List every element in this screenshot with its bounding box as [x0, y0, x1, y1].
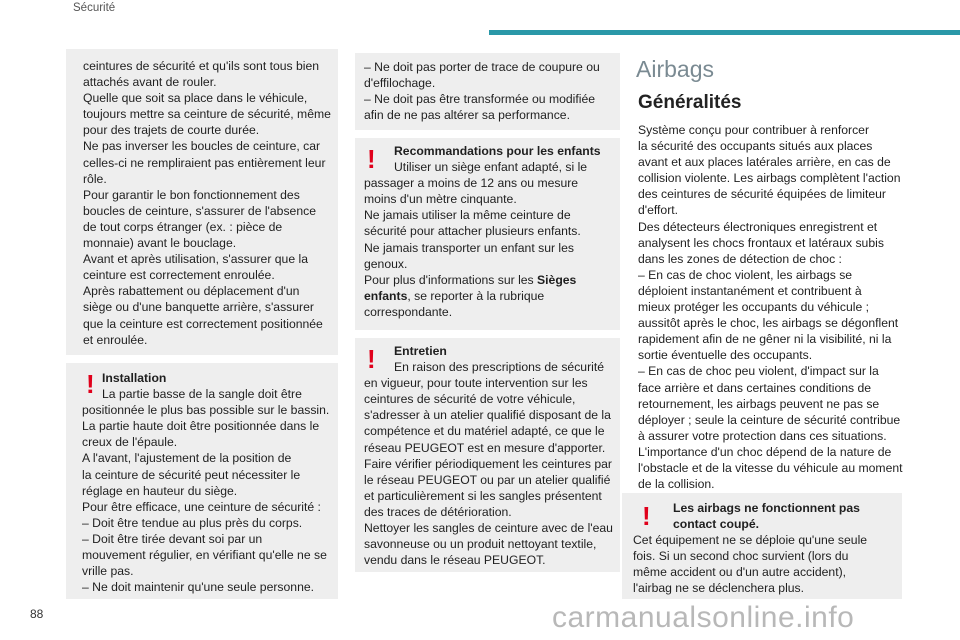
text-line: attachés avant de rouler. [83, 75, 217, 90]
text-line: siège ou d'une banquette arrière, s'assurer [83, 300, 314, 315]
text-line: retournement, les airbags peuvent ne pas se [638, 396, 880, 411]
text-line: creux de l'épaule. [82, 435, 178, 450]
text-line: – Ne doit maintenir qu'une seule personne. [82, 580, 315, 595]
text-line: déployer ; seule la ceinture de sécurité contribue [638, 412, 901, 427]
text-line: Système conçu pour contribuer à renforcer [638, 123, 869, 137]
text-line: le réseau PEUGEOT ou par un atelier qualifié [364, 472, 611, 487]
text-line: sortie éventuelle des occupants. [638, 348, 813, 363]
text-line: ceintures de sécurité de votre véhicule, [364, 392, 576, 407]
text-line: en vigueur, pour toute intervention sur les [364, 376, 588, 391]
text-line: – En cas de choc violent, les airbags se [638, 267, 853, 282]
watermark: carmanualsonline.info [552, 601, 855, 634]
text-line: passager a moins de 12 ans ou mesure [364, 176, 579, 191]
text-line: aussitôt après le choc, les airbags se dégonflent [638, 316, 899, 331]
text-line: mouvement régulier, en vérifiant qu'elle ne se [82, 548, 327, 563]
warning-exclamation-icon: ! [367, 344, 376, 374]
text-line: – Doit être tendue au plus près du corps. [82, 515, 303, 530]
children-text [364, 159, 620, 272]
text-line: L'importance d'un choc dépend de la nature de [638, 444, 892, 459]
airbags-warning-text [633, 532, 902, 596]
text-line: moins d'un mètre cinquante. [364, 192, 517, 207]
text-line: face arrière et dans certaines conditions de [638, 380, 872, 395]
section-title-airbags: Airbags [636, 56, 714, 82]
text-line: La partie haute doit être positionnée dans le [82, 419, 320, 434]
maintenance-warning-box [355, 338, 620, 572]
warning-exclamation-icon: ! [367, 144, 376, 174]
text-line: afin de ne pas altérer sa performance. [364, 108, 570, 123]
text-line: même accident ou d'un autre accident), [633, 565, 847, 580]
text-line: Après rabattement ou déplacement d'un [83, 284, 300, 299]
airbags-text [638, 122, 904, 492]
text-line: Ne pas inverser les boucles de ceinture, car [83, 139, 321, 154]
text-line: La partie basse de la sangle doit être [102, 387, 302, 402]
installation-warning-box [66, 363, 338, 599]
text-line: la sécurité des occupants situés aux places [638, 139, 873, 154]
belt-conditions-text [364, 59, 620, 123]
text-line: pour des trajets de courte durée. [83, 123, 260, 138]
text-line: à assurer votre protection dans ces situations. [638, 428, 887, 443]
text-line: des traces de détérioration. [364, 504, 512, 519]
text-line: genoux. [364, 256, 408, 271]
text-line: celles-ci ne rempliraient pas entièrement leur [83, 155, 326, 170]
text-line: fois. Si un second choc survient (lors du [633, 549, 849, 564]
text-line: ceintures de sécurité et qu'ils sont tous bien [83, 59, 320, 73]
text-line: Avant et après utilisation, s'assurer que la [83, 252, 308, 267]
text-line: savonneuse ou un produit nettoyant textile, [364, 537, 597, 552]
page-number: 88 [30, 607, 44, 621]
text-line: collision violente. Les airbags complètent l'action [638, 171, 901, 186]
seatbelt-intro-text [83, 58, 338, 348]
text-line: Faire vérifier périodiquement les ceintures par [364, 456, 612, 471]
text-line: A l'avant, l'ajustement de la position de [82, 451, 292, 466]
maintenance-title: Entretien [394, 344, 447, 358]
text-line: des ceintures de sécurité équipées de limiteur [638, 187, 886, 202]
text-line: Quelle que soit sa place dans le véhicule, [83, 91, 308, 106]
text-line: Cet équipement ne se déploie qu'une seule [633, 533, 868, 548]
text-line: – Doit être tirée devant soi par un [82, 531, 263, 546]
children-title: Recommandations pour les enfants [394, 144, 601, 158]
text-line: monnaie) avant le bouclage. [83, 236, 237, 251]
text-line: vendu dans le réseau PEUGEOT. [364, 553, 546, 568]
text-line: sécurité pour attacher plusieurs enfants. [364, 224, 581, 239]
text-line: déploient instantanément et contribuent à [638, 283, 862, 298]
text-line: réglage en hauteur du siège. [82, 483, 238, 498]
warning-exclamation-icon: ! [642, 501, 651, 531]
text-line: Ne jamais transporter un enfant sur les [364, 240, 574, 255]
installation-title: Installation [102, 371, 167, 385]
text-line: analysent les chocs frontaux et latéraux subis [638, 235, 884, 250]
children-more-info-2: enfants, se reporter à la rubrique [364, 288, 545, 303]
text-line: – Ne doit pas être transformée ou modifiée [364, 92, 596, 107]
text-line: Des détecteurs électroniques enregistrent et [638, 219, 878, 234]
section-header-title: Sécurité [73, 2, 116, 14]
text-line: de la collision. [638, 477, 715, 492]
text-line: dans les zones de détection de choc : [638, 251, 842, 266]
airbags-section [622, 56, 904, 492]
text-line: et enroulée. [83, 332, 148, 347]
airbags-warning-title-2: contact coupé. [673, 517, 760, 532]
text-line: Nettoyer les sangles de ceinture avec de l'eau [364, 521, 613, 536]
text-line: mieux protéger les occupants du véhicule ; [638, 300, 870, 315]
text-line: et particulièrement si les sangles présentent [364, 488, 602, 503]
text-line: boucles de ceinture, s'assurer de l'absence [83, 203, 316, 218]
text-line: En raison des prescriptions de sécurité [394, 360, 605, 375]
airbags-warning-box [622, 493, 902, 599]
seatbelt-intro-box [66, 49, 338, 355]
text-line: compétence et du matériel adapté, ce que le [364, 424, 605, 439]
text-line: réseau PEUGEOT est en mesure d'apporter. [364, 440, 606, 455]
text-line: que la ceinture est correctement positionnée [83, 316, 323, 331]
text-line: Pour être efficace, une ceinture de sécurité : [82, 499, 321, 514]
maintenance-text [364, 359, 620, 568]
children-more-info: Pour plus d'informations sur les Sièges [364, 272, 577, 287]
text-line: rôle. [83, 171, 107, 186]
subtitle-generalites: Généralités [638, 92, 742, 113]
text-line: rapidement afin de ne gêner ni la visibilité, ni la [638, 332, 892, 347]
text-line: Ne jamais utiliser la même ceinture de [364, 208, 571, 223]
text-line: l'obstacle et de la vitesse du véhicule au moment [638, 460, 903, 475]
text-line: ceinture est correctement enroulée. [83, 268, 275, 283]
text-line: s'adresser à un atelier qualifié disposant de la [364, 408, 611, 423]
text-line: la ceinture de sécurité peut nécessiter le [82, 467, 301, 482]
text-line: avant et aux places latérales arrière, en cas de [638, 155, 891, 170]
text-line: Pour garantir le bon fonctionnement des [83, 187, 300, 202]
warning-exclamation-icon: ! [86, 369, 95, 399]
children-more-info-3: correspondante. [364, 304, 453, 319]
text-line: positionnée le plus bas possible sur le bassin. [82, 403, 330, 418]
text-line: toujours mettre sa ceinture de sécurité, même [83, 107, 331, 122]
text-line: d'effort. [638, 203, 679, 218]
children-warning-box [355, 138, 620, 330]
header-accent-bar [489, 30, 960, 35]
text-line: Utiliser un siège enfant adapté, si le [394, 160, 588, 175]
installation-text [82, 386, 338, 595]
text-line: d'effilochage. [364, 76, 436, 91]
text-line: de tout corps étranger (ex. : pièce de [83, 219, 283, 234]
text-line: – En cas de choc peu violent, d'impact sur la [638, 364, 879, 379]
text-line: l'airbag ne se déclenchera plus. [633, 581, 805, 596]
airbags-warning-title-1: Les airbags ne fonctionnent pas [673, 501, 860, 515]
text-line: vrille pas. [82, 564, 134, 579]
text-line: – Ne doit pas porter de trace de coupure ou [364, 60, 600, 74]
belt-conditions-box [355, 53, 620, 130]
